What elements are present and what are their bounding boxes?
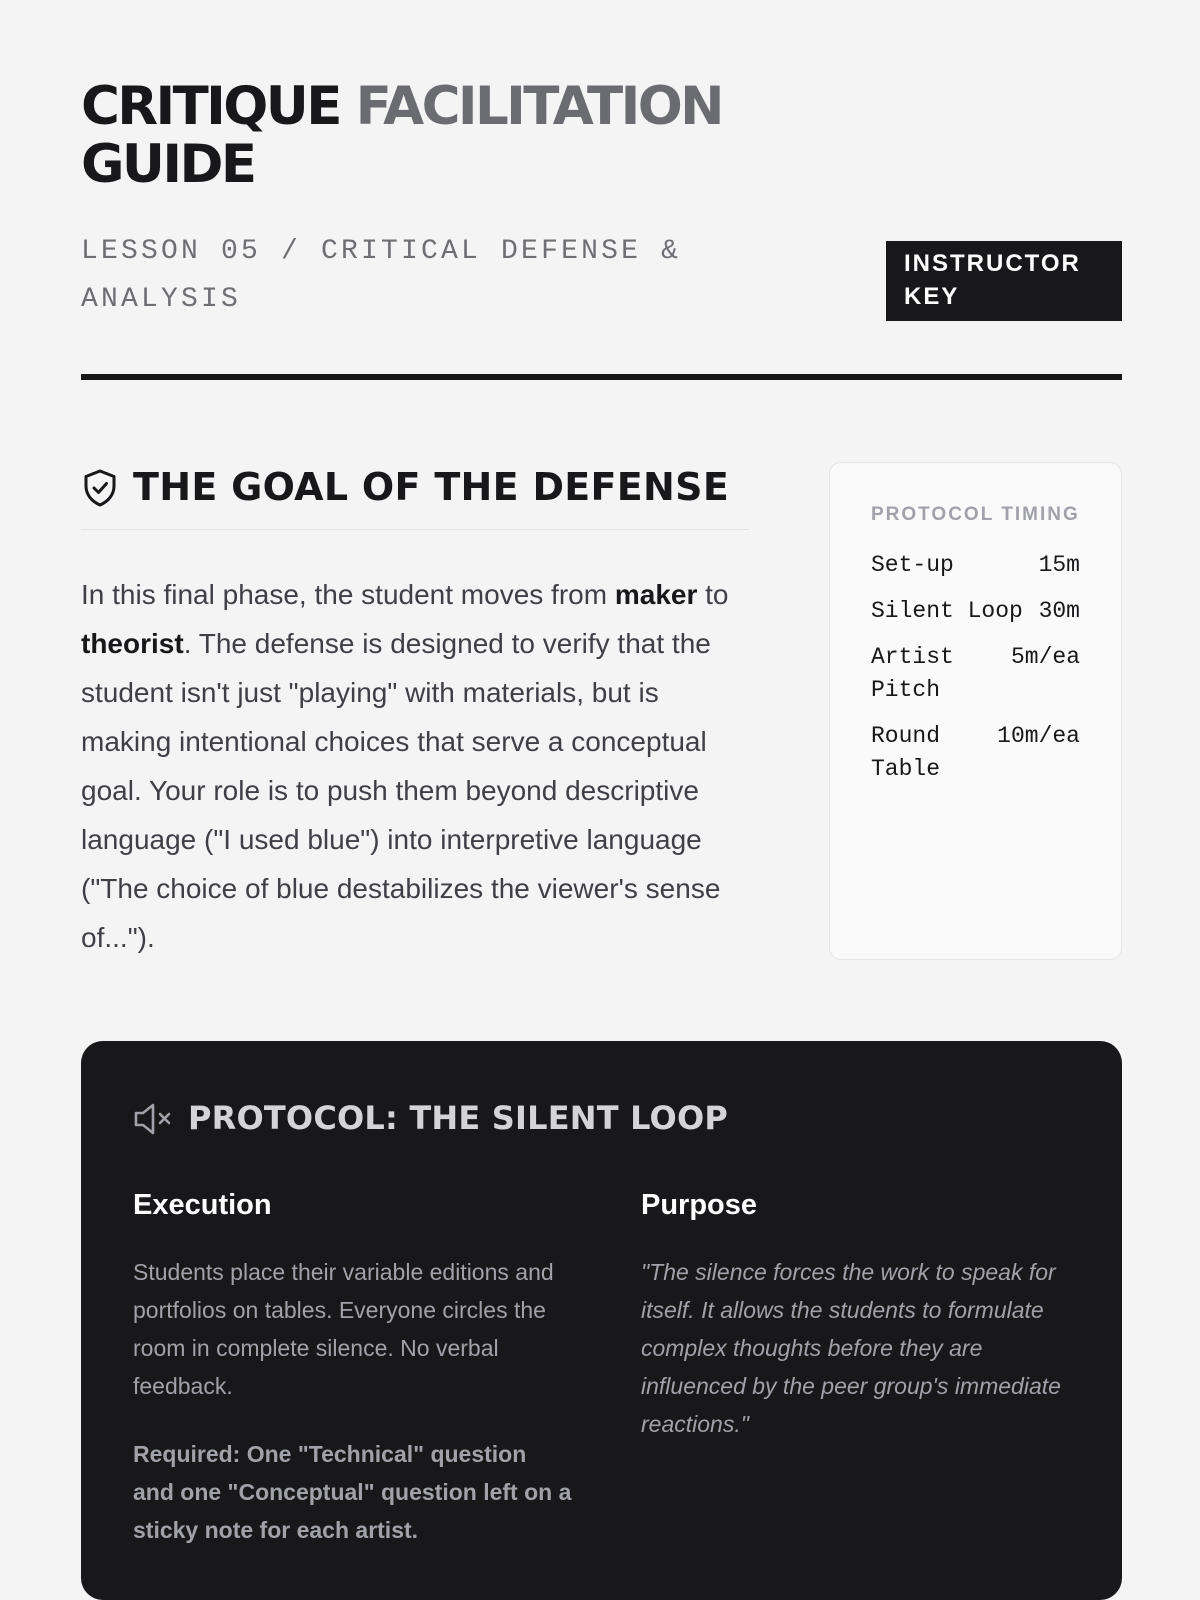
instructor-key-badge: INSTRUCTOR KEY	[886, 241, 1122, 321]
goal-body-bold-maker: maker	[614, 579, 698, 610]
title-part-facilitation: FACILITATION	[355, 76, 722, 137]
timing-label: Artist Pitch	[871, 644, 954, 703]
timing-row	[871, 549, 1080, 582]
timing-label: Set-up	[871, 552, 954, 578]
goal-body-part: to	[697, 579, 729, 610]
goal-body-bold-theorist: theorist	[81, 628, 184, 659]
timing-row	[871, 641, 1080, 707]
timing-title: PROTOCOL TIMING	[871, 504, 1080, 525]
timing-value: 15m	[1038, 552, 1080, 578]
title-part-guide: GUIDE	[81, 134, 255, 195]
silent-loop-heading: PROTOCOL: THE SILENT LOOP	[188, 1099, 729, 1137]
timing-value: 30m	[1038, 598, 1080, 624]
goal-divider	[81, 529, 749, 530]
purpose-quote: "The silence forces the work to speak for itself. It allows the students to formulate complex thoughts before they are influenced by the peer group's immediate reactions."	[641, 1259, 1061, 1437]
execution-required: Required: One "Technical" question and one "Conceptual" question left on a sticky note for each artist.	[133, 1441, 572, 1543]
timing-value: 5m/ea	[1010, 644, 1080, 670]
execution-heading: Execution	[133, 1189, 272, 1221]
timing-label: Round Table	[871, 723, 941, 782]
execution-text: Students place their variable editions and portfolios on tables. Everyone circles the room in complete silence. No verbal feedback.	[133, 1259, 554, 1399]
shield-check-icon	[82, 468, 118, 508]
protocol-timing-panel	[829, 462, 1122, 960]
page-title	[81, 78, 722, 194]
lesson-subtitle: LESSON 05 / CRITICAL DEFENSE & ANALYSIS	[81, 236, 682, 315]
goal-heading: THE GOAL OF THE DEFENSE	[133, 465, 730, 509]
goal-body-part: . The defense is designed to verify that the student isn't just "playing" with materials, but is making intentional choices that serve a conceptual goal. Your role is to push them beyond descriptive language ("I used blue") into interpretive language ("The choice of blue destabilizes the viewer's sense of...").	[81, 628, 721, 953]
goal-body-part: In this final phase, the student moves from	[81, 579, 615, 610]
timing-label: Silent Loop	[871, 598, 1023, 624]
timing-value: 10m/ea	[997, 723, 1080, 749]
header-divider	[81, 374, 1122, 380]
silent-loop-card	[81, 1041, 1122, 1600]
timing-row	[871, 720, 1080, 786]
goal-body	[81, 570, 753, 962]
title-part-critique: CRITIQUE	[81, 76, 340, 137]
purpose-heading: Purpose	[641, 1189, 758, 1221]
timing-row	[871, 595, 1080, 628]
volume-mute-icon	[133, 1101, 173, 1137]
